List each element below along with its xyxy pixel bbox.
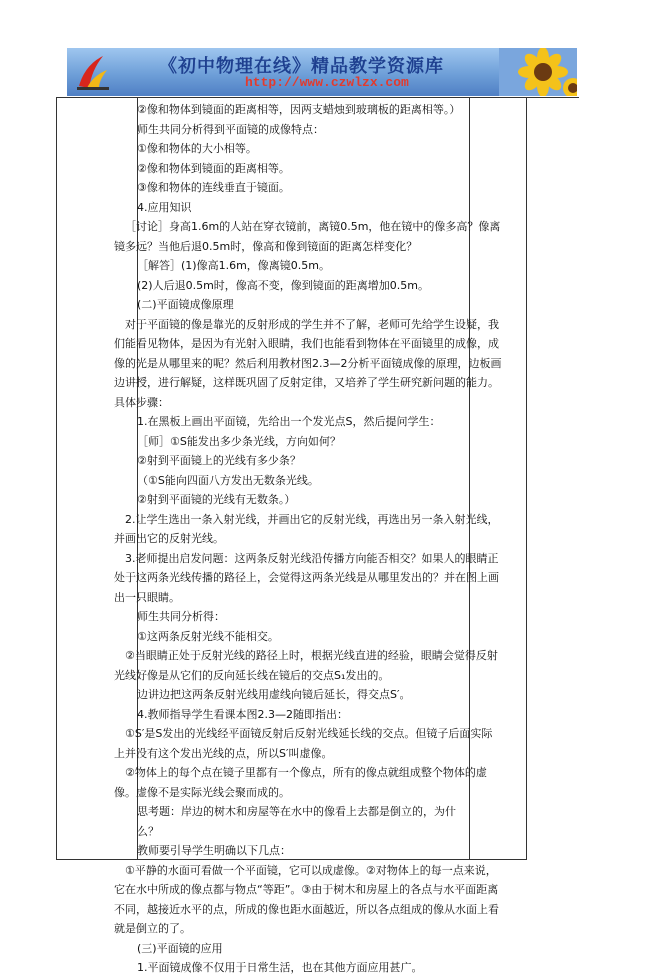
text-line: 思考题：岸边的树木和房屋等在水中的像看上去都是倒立的，为什么？ bbox=[137, 805, 456, 838]
text-line: 边讲边把这两条反射光线用虚线向镜后延长，得交点S′。 bbox=[137, 688, 411, 701]
text-line: ①像和物体的大小相等。 bbox=[137, 142, 257, 155]
text-line: 师生共同分析得到平面镜的成像特点： bbox=[137, 122, 324, 136]
text-line: (2)人后退0.5m时，像高不变，像到镜面的距离增加0.5m。 bbox=[137, 278, 429, 292]
text-line: 师生共同分析得： bbox=[137, 610, 225, 623]
section-heading: (三)平面镜的应用 bbox=[137, 941, 223, 955]
sunflower-icon bbox=[499, 48, 577, 96]
text-paragraph: ①平静的水面可看做一个平面镜，它可以成虚像。②对物体上的每一点来说，它在水中所成的像点都与物点“等距”。③由于树木和房屋上的各点与水平面距离不同，越接近水平的点，所成的像也距水面越近，所以各点组成的像从水面上看就是倒立的了。 bbox=[114, 863, 499, 935]
table-top-rule bbox=[527, 97, 579, 98]
text-line: 1.平面镜成像不仅用于日常生活，也在其他方面应用甚广。 bbox=[137, 961, 423, 974]
text-line: ①这两条反射光线不能相交。 bbox=[137, 629, 279, 643]
text-paragraph: 对于平面镜的像是靠光的反射形成的学生并不了解，老师可先给学生设疑，我们能看见物体，是因为有光射入眼睛，我们也能看到物体在平面镜里的成像，成像的光是从哪里来的呢？然后利用教材图2.3—2分析平面镜成像的原理，边板画边讲授，进行解疑，这样既巩固了反射定律，又培养了学生研究新问题的能力。具体步骤： bbox=[114, 317, 502, 409]
text-line: ②射到平面镜上的光线有多少条？ bbox=[137, 454, 301, 467]
section-heading: 4.应用知识 bbox=[137, 200, 192, 214]
text-line: ②像和物体到镜面的距离相等，因两支蜡烛到玻璃板的距离相等。） bbox=[137, 103, 461, 116]
text-paragraph: ①S′是S发出的光线经平面镜反射后反射光线延长线的交点。但镜子后面实际上并没有这个发出光线的点，所以S′叫虚像。 bbox=[114, 727, 493, 760]
text-line: 1.在黑板上画出平面镜，先给出一个发光点S，然后提问学生： bbox=[137, 415, 441, 428]
text-line: （①S能向四面八方发出无数条光线。 bbox=[137, 473, 319, 487]
text-line: ②像和物体到镜面的距离相等。 bbox=[137, 161, 290, 175]
banner-url[interactable]: http://www.czwlzx.com bbox=[245, 75, 409, 90]
text-line: ②射到平面镜的光线有无数条。） bbox=[137, 493, 296, 506]
text-line: ［师］①S能发出多少条光线，方向如何？ bbox=[137, 434, 341, 448]
text-line: ［解答］(1)像高1.6m，像离镜0.5m。 bbox=[137, 259, 330, 272]
text-paragraph: ［讨论］身高1.6m的人站在穿衣镜前，离镜0.5m，他在镜中的像多高？像离镜多远？当他后退0.5m时，像高和像到镜面的距离怎样变化？ bbox=[114, 220, 501, 253]
text-paragraph: ②当眼睛正处于反射光线的路径上时，根据光线直进的经验，眼睛会觉得反射光线好像是从它们的反向延长线在镜后的交点S₁发出的。 bbox=[114, 649, 498, 682]
text-paragraph: 3.老师提出启发问题：这两条反射光线沿传播方向能否相交？如果人的眼睛正处于这两条光线传播的路径上，会觉得这两条光线是从哪里发出的？并在图上画出一只眼睛。 bbox=[114, 551, 499, 604]
logo-icon bbox=[73, 52, 113, 92]
text-line: ③像和物体的连线垂直于镜面。 bbox=[137, 181, 290, 194]
banner-title: 《初中物理在线》精品教学资源库 bbox=[159, 56, 444, 77]
lesson-text bbox=[114, 100, 502, 978]
header-banner bbox=[67, 48, 577, 96]
text-line: 教师要引导学生明确以下几点： bbox=[137, 844, 291, 857]
section-heading: (二)平面镜成像原理 bbox=[137, 298, 234, 311]
text-paragraph: 2.让学生选出一条入射光线，并画出它的反射光线，再选出另一条入射光线，并画出它的反射光线。 bbox=[114, 512, 499, 545]
text-line: 4.教师指导学生看课本图2.3—2随即指出： bbox=[137, 707, 348, 721]
text-paragraph: ②物体上的每个点在镜子里都有一个像点，所有的像点就组成整个物体的虚像。虚像不是实际光线会聚而成的。 bbox=[114, 766, 487, 799]
